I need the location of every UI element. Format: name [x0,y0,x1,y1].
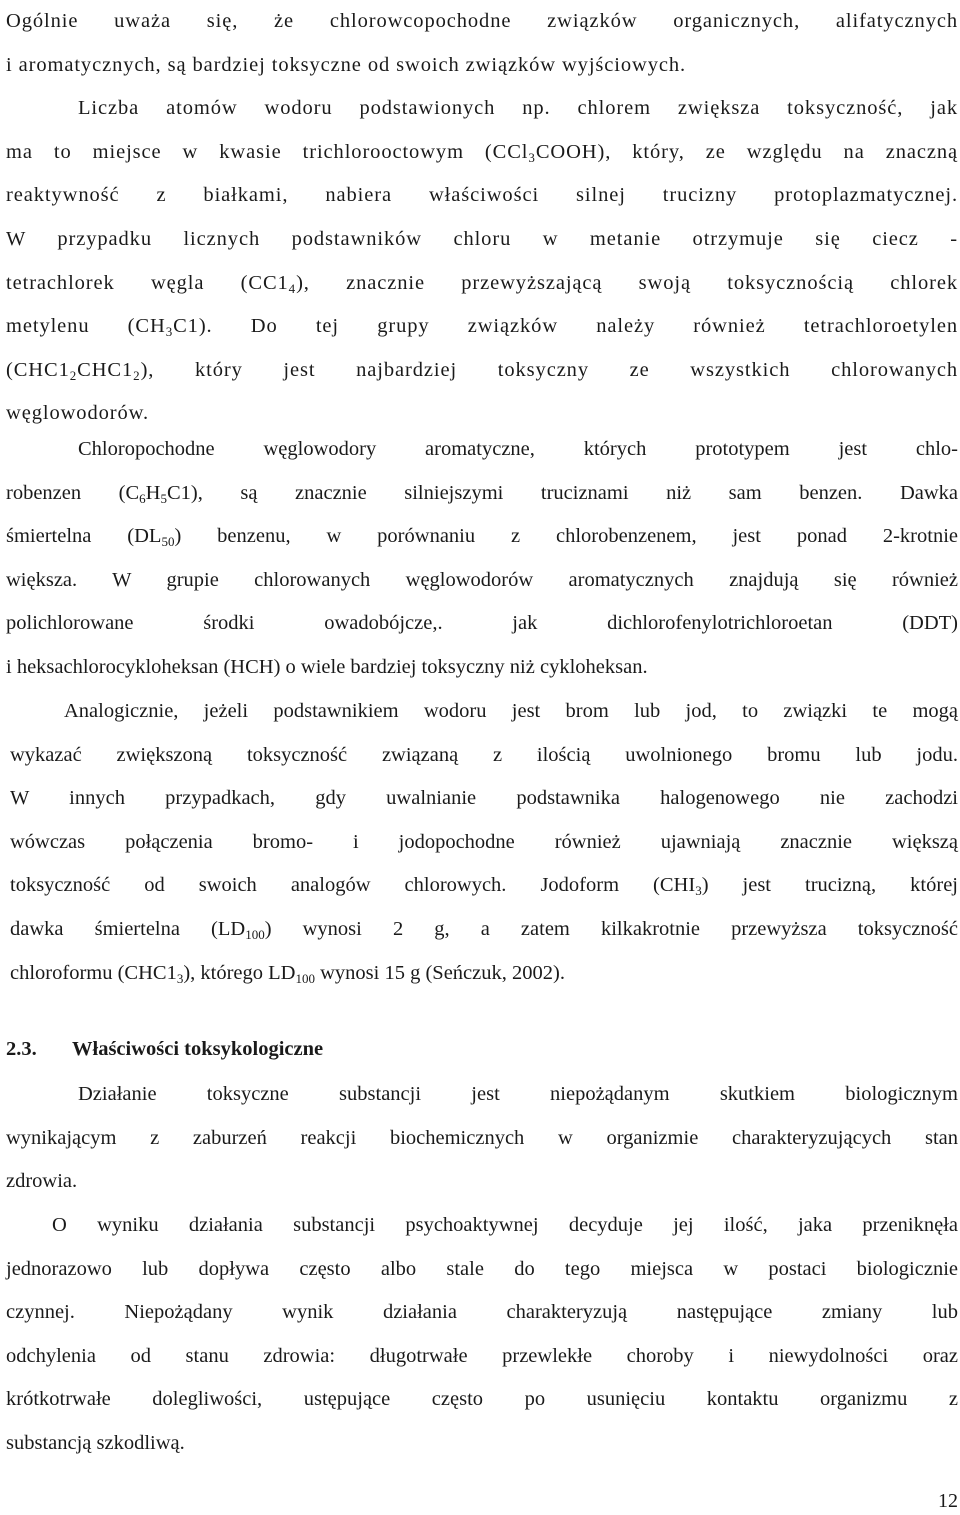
text-run: ) benzenu, w porównaniu z chlorobenzenem, jest ponad 2-krotnie [174,525,958,548]
text-run: metylenu (CH [6,315,166,338]
subscript: 4 [288,280,297,296]
text-run: toksyczność od swoich analogów chlorowych. Jodoform (CHI [10,874,696,897]
text-run: ) jest trucizną, której [701,874,958,897]
text-line: i aromatycznych, są bardziej toksyczne od swoich związków wyjściowych. [6,53,687,76]
subscript: 3 [695,883,702,899]
subscript: 3 [176,970,184,986]
subscript: 100 [245,926,265,942]
section-heading [6,1038,323,1061]
subscript: 50 [161,534,175,550]
paragraph-bromine-iodine [10,690,958,995]
subscript: 100 [295,970,315,986]
text-line: jednorazowo lub dopływa często albo stale do tego miejsca w postaci biologicznie [6,1257,958,1280]
subscript: 3 [165,324,174,340]
text-run: ) wynosi 2 g, a zatem kilkakrotnie przewyższa toksyczność [264,917,958,940]
text-line: O wyniku działania substancji psychoaktywnej decyduje jej ilość, jaka przeniknęła [52,1214,958,1236]
text-line: wynikającym z zaburzeń reakcji biochemicznych w organizmie charakteryzujących stan [6,1126,958,1149]
subscript: 2 [133,367,141,383]
text-line: reaktywność z białkami, nabiera właściwości silnej trucizny protoplazmatycznej. [6,184,958,207]
text-line: czynnej. Niepożądany wynik działania charakteryzują następujące zmiany lub [6,1301,958,1324]
text-line: Działanie toksyczne substancji jest niepożądanym skutkiem biologicznym [78,1083,958,1105]
text-line [10,952,958,996]
subscript: 5 [160,490,167,506]
text-line: zdrowia. [6,1170,78,1193]
text-line: większa. W grupie chlorowanych węglowodorów aromatycznych znajdują się również [6,568,958,591]
text-run: ), którego LD [183,961,296,984]
text-line: Liczba atomów wodoru podstawionych np. chlorem zwiększa toksyczność, jak [78,97,958,120]
paragraph-chlorinated-compounds [6,0,958,436]
text-run: robenzen (C [6,481,140,504]
text-line: W innych przypadkach, gdy uwalnianie podstawnika halogenowego nie zachodzi [10,787,958,810]
text-run: (CHC1 [6,358,70,381]
text-line: polichlorowane środki owadobójcze,. jak dichlorofenylotrichloroetan (DDT) [6,612,958,635]
text-run: wynosi 15 g (Seńczuk, 2002). [314,961,565,984]
text-line [10,908,958,952]
text-line: Ogólnie uważa się, że chlorowcopochodne związków organicznych, alifatycznych [6,10,958,32]
subscript: 2 [69,367,78,383]
text-line: Chloropochodne węglowodory aromatyczne, których prototypem jest chlo- [78,438,958,460]
text-line: odchylenia od stanu zdrowia: długotrwałe przewlekłe choroby i niewydolności oraz [6,1344,958,1367]
paragraph-aromatic-hydrocarbons [6,428,958,690]
text-run: ), który jest najbardziej toksyczny ze wszystkich chlorowanych [140,358,958,381]
subscript: 3 [528,149,536,165]
text-run: H [145,481,161,504]
text-run: C1), są znacznie silniejszymi truciznami niż sam benzen. Dawka [166,481,959,504]
text-line [6,305,958,349]
text-line: wówczas połączenia bromo- i jodopochodne również ujawniają znacznie większą [10,830,958,853]
text-line [6,262,958,306]
text-run: chloroformu (CHC1 [10,961,177,984]
subscript: 6 [139,490,146,506]
text-line [6,131,958,175]
text-line: substancją szkodliwą. [6,1431,185,1454]
text-run: ), znacznie przewyższającą swoją toksycznością chlorek [296,271,958,294]
text-run: C1). Do tej grupy związków należy również tetrachloroetylen [173,315,958,338]
text-line: i heksachlorocykloheksan (HCH) o wiele bardziej toksyczny niż cykloheksan. [6,655,648,678]
text-run: COOH), który, ze względu na znaczną [535,140,959,163]
paragraph-toxic-action [6,1073,958,1204]
text-line: krótkotrwałe dolegliwości, ustępujące często po usunięciu kontaktu organizmu z [6,1388,958,1411]
text-run: dawka śmiertelna (LD [10,917,246,940]
text-line [6,515,958,559]
section-title: Właściwości toksykologiczne [72,1038,324,1060]
text-run: tetrachlorek węgla (CC1 [6,271,289,294]
text-run: śmiertelna (DL [6,525,162,548]
text-line: węglowodorów. [6,402,150,425]
section-number: 2.3. [6,1038,37,1060]
text-line [6,472,958,516]
text-run: ma to miejsce w kwasie trichlorooctowym (CCl [6,140,529,163]
text-line: wykazać zwiększoną toksyczność związaną z ilością uwolnionego bromu lub jodu. [10,743,958,766]
text-line [6,349,958,393]
page-number: 12 [938,1490,958,1512]
paragraph-psychoactive-substance [6,1204,958,1466]
text-run: CHC1 [77,358,134,381]
text-line: W przypadku licznych podstawników chloru w metanie otrzymuje się ciecz - [6,227,958,250]
text-line: Analogicznie, jeżeli podstawnikiem wodoru jest brom lub jod, to związki te mogą [64,700,958,722]
text-line [10,864,958,908]
